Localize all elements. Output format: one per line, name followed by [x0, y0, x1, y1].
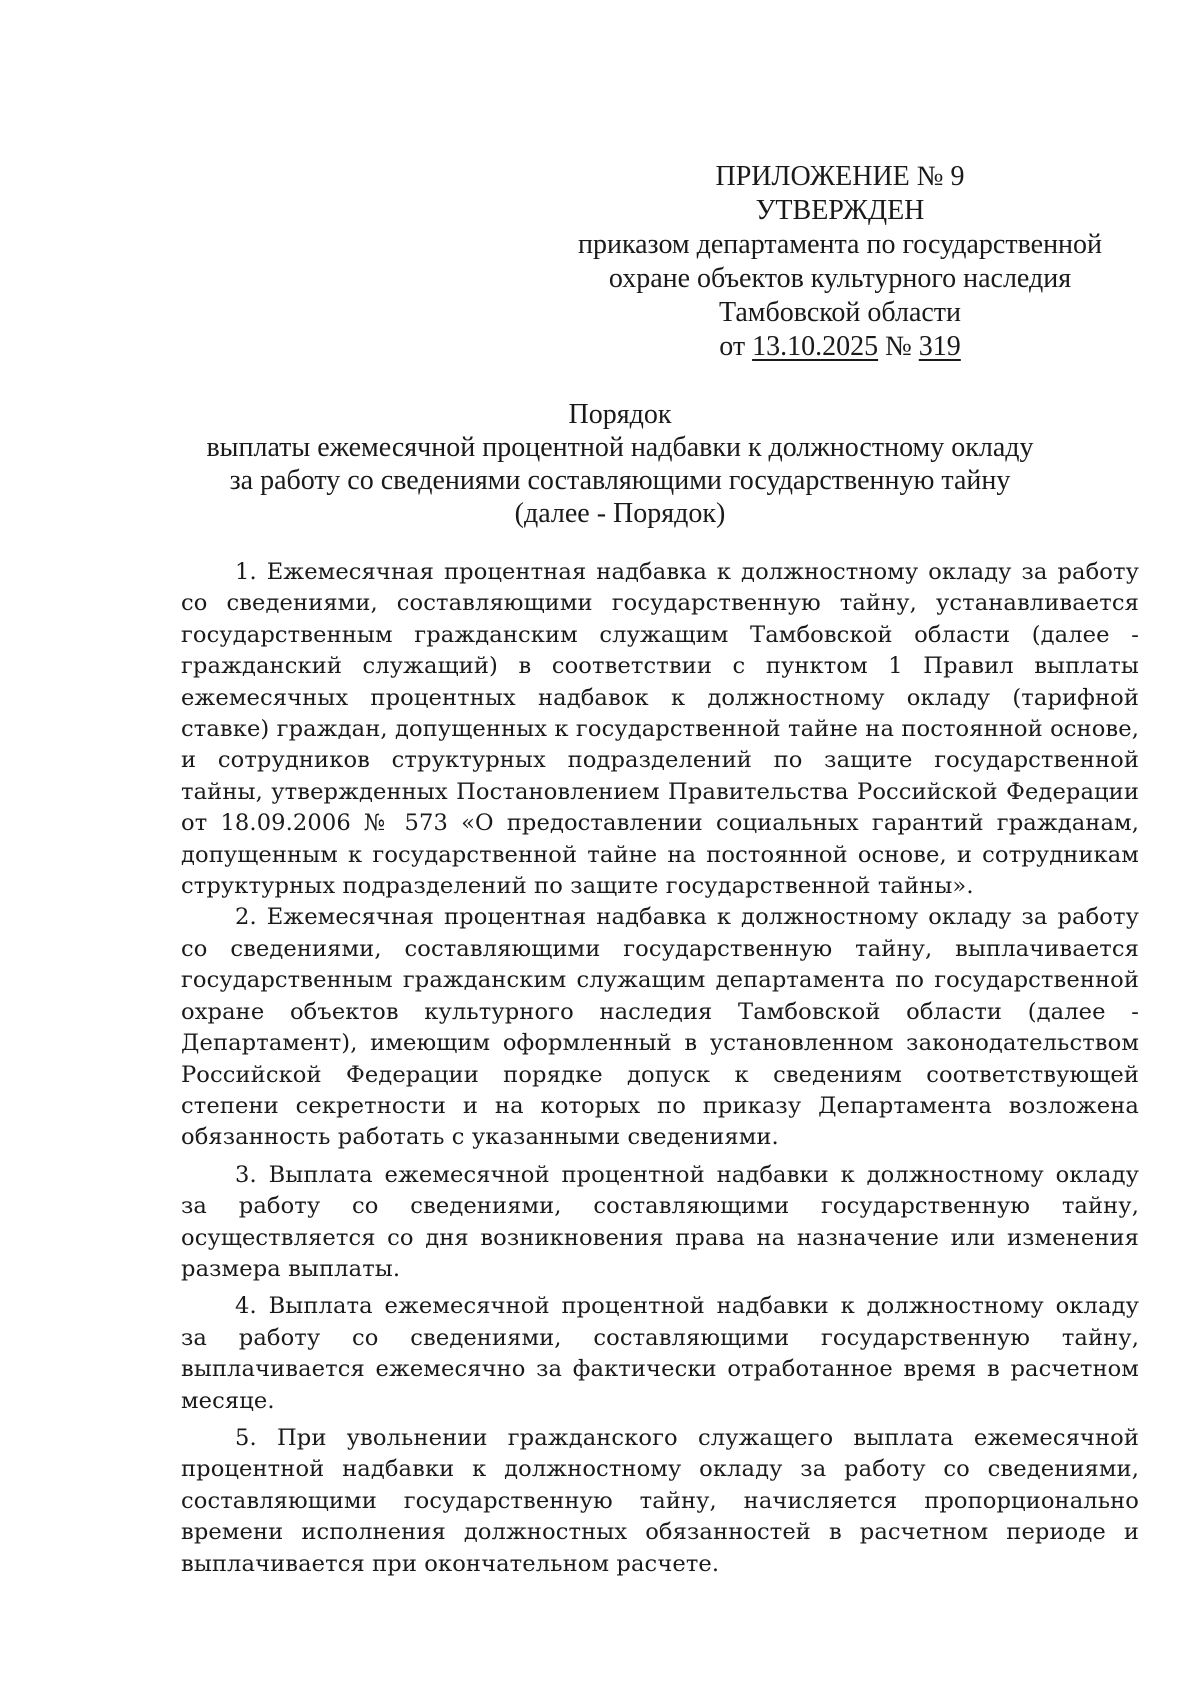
- title-line-1: Порядок: [568, 399, 672, 430]
- order-number: 319: [918, 331, 961, 362]
- order-date: 13.10.2025: [752, 331, 879, 362]
- title-line-4: (далее - Порядок): [514, 498, 726, 529]
- approved-heading: УТВЕРЖДЕН: [755, 195, 925, 226]
- title-line-2: выплаты ежемесячной процентной надбавки к должностному окладу: [206, 432, 1034, 463]
- order-line-3: Тамбовской области: [718, 297, 962, 328]
- approval-block: [480, 160, 1200, 364]
- document-body: [181, 557, 1139, 1580]
- number-sign: №: [885, 331, 912, 362]
- paragraph-5: 5. При увольнении гражданского служащего выплата ежемесячной процентной надбавки к должностному окладу за работу со сведениями, составляющими государственную тайну, начисляется пропорционально времени исполнения должностных обязанностей в расчетном периоде и выплачивается при окончательном расчете.: [181, 1424, 1139, 1577]
- paragraph-1: 1. Ежемесячная процентная надбавка к должностному окладу за работу со сведениями, составляющими государственную тайну, устанавливается государственным гражданским служащим Тамбовской области (далее - гражданский служащий) в соответствии с пунктом 1 Правил выплаты ежемесячных процентных надбавок к должностному окладу (тарифной ставке) граждан, допущенных к государственной тайне на постоянной основе, и сотрудников структурных подразделений по защите государственной тайны, утвержденных Постановлением Правительства Российской Федерации от 18.09.2006 № 573 «О предоставлении социальных гарантий гражданам, допущенным к государственной тайне на постоянной основе, и сотрудникам структурных подразделений по защите государственной тайны».: [181, 559, 1139, 900]
- order-date-line: [480, 330, 1200, 364]
- paragraph-3: 3. Выплата ежемесячной процентной надбавки к должностному окладу за работу со сведениями, составляющими государственную тайну, осуществляется со дня возникновения права на назначение или изменения размера выплаты.: [181, 1161, 1139, 1282]
- date-prefix: от: [719, 331, 746, 362]
- paragraph-4: 4. Выплата ежемесячной процентной надбавки к должностному окладу за работу со сведениями, составляющими государственную тайну, выплачивается ежемесячно за фактически отработанное время в расчетном месяце.: [181, 1293, 1139, 1414]
- paragraph-2: 2. Ежемесячная процентная надбавка к должностному окладу за работу со сведениями, составляющими государственную тайну, выплачивается государственным гражданским служащим департамента по государственной охране объектов культурного наследия Тамбовской области (далее - Департамент), имеющим оформленный в установленном законодательством Российской Федерации порядке допуск к сведениям соответствующей степени секретности и на которых по приказу Департамента возложена обязанность работать с указанными сведениями.: [181, 904, 1139, 1151]
- document-title: [180, 398, 1060, 530]
- title-line-3: за работу со сведениями составляющими государственную тайну: [229, 465, 1011, 496]
- appendix-heading: ПРИЛОЖЕНИЕ № 9: [715, 161, 965, 192]
- order-line-1: приказом департамента по государственной: [577, 229, 1103, 260]
- order-line-2: охране объектов культурного наследия: [608, 263, 1072, 294]
